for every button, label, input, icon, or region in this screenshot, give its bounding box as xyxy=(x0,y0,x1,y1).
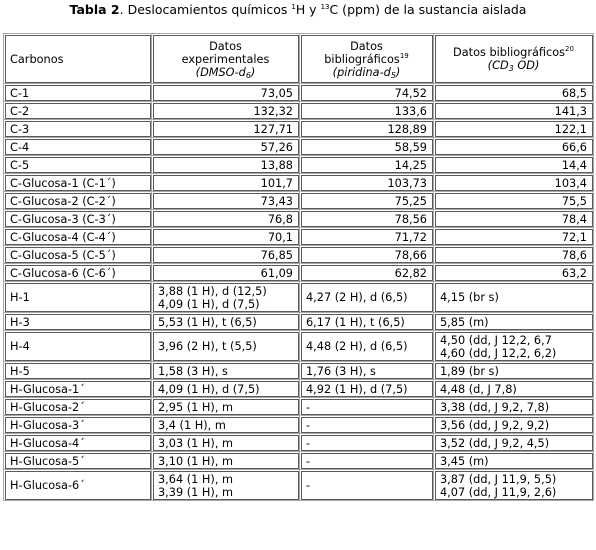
header-biblio-20-line1: Datos bibliográficos xyxy=(453,46,566,59)
header-experimental xyxy=(152,34,300,84)
signal-line: - xyxy=(306,400,311,414)
table-row xyxy=(4,416,594,434)
experimental-shift-cell: 101,7 xyxy=(152,174,300,192)
biblio-20-signal-cell xyxy=(434,380,594,398)
biblio-19-shift-cell: 75,25 xyxy=(300,192,434,210)
proton-label-cell: H-Glucosa-1´ xyxy=(4,380,152,398)
caption-sup-1: 1 xyxy=(291,3,296,11)
proton-label-cell: H-4 xyxy=(4,331,152,362)
header-biblio-20-ref: 20 xyxy=(565,45,574,53)
biblio-19-signal-cell xyxy=(300,416,434,434)
signal-line: 3,4 (1 H), m xyxy=(158,418,226,432)
biblio-19-shift-cell: 78,66 xyxy=(300,246,434,264)
header-biblio-20 xyxy=(434,34,594,84)
caption-text-c: C (ppm) de la sustancia aislada xyxy=(329,2,527,17)
table-row xyxy=(4,452,594,470)
proton-label-cell: H-Glucosa-4´ xyxy=(4,434,152,452)
biblio-20-signal-cell xyxy=(434,452,594,470)
biblio-20-signal-cell xyxy=(434,313,594,331)
experimental-shift-cell: 70,1 xyxy=(152,228,300,246)
carbon-label-cell: C-5 xyxy=(4,156,152,174)
experimental-signal-cell xyxy=(152,416,300,434)
experimental-shift-cell: 127,71 xyxy=(152,120,300,138)
solvent-dmso: DMSO-d xyxy=(200,65,246,79)
biblio-20-shift-cell: 103,4 xyxy=(434,174,594,192)
biblio-19-signal-cell xyxy=(300,362,434,380)
biblio-20-shift-cell: 68,5 xyxy=(434,84,594,102)
carbon-label-cell: C-4 xyxy=(4,138,152,156)
header-experimental-line2: experimentales xyxy=(181,52,270,66)
biblio-20-shift-cell: 72,1 xyxy=(434,228,594,246)
signal-line: 1,89 (br s) xyxy=(440,364,499,378)
table-row xyxy=(4,102,594,120)
signal-line: 3,45 (m) xyxy=(440,454,489,468)
header-biblio-20-solvent: ($CD_3$ OD) xyxy=(487,59,540,73)
carbon-label-cell: C-Glucosa-3 (C-3´) xyxy=(4,210,152,228)
proton-label-cell: H-Glucosa-2´ xyxy=(4,398,152,416)
table-row xyxy=(4,362,594,380)
signal-line: 5,53 (1 H), t (6,5) xyxy=(158,315,257,329)
experimental-shift-cell: 76,8 xyxy=(152,210,300,228)
signal-line: 3,03 (1 H), m xyxy=(158,436,234,450)
signal-line: 3,96 (2 H), t (5,5) xyxy=(158,340,257,353)
biblio-20-shift-cell: 78,4 xyxy=(434,210,594,228)
signal-line: 4,92 (1 H), d (7,5) xyxy=(306,382,408,396)
biblio-19-signal-cell xyxy=(300,380,434,398)
header-biblio-19-solvent: $(piridina-d_5)$ xyxy=(332,65,401,80)
carbon-label-cell: C-Glucosa-2 (C-2´) xyxy=(4,192,152,210)
solvent-cd3od-sub: 3 xyxy=(508,64,514,73)
biblio-19-shift-cell: 14,25 xyxy=(300,156,434,174)
proton-label-cell: H-5 xyxy=(4,362,152,380)
table-row xyxy=(4,120,594,138)
carbon-label-cell: C-Glucosa-5 (C-5´) xyxy=(4,246,152,264)
signal-line: 4,50 (dd, J 12,2, 6,7 xyxy=(440,333,552,347)
experimental-signal-cell xyxy=(152,398,300,416)
biblio-19-signal-cell xyxy=(300,470,434,501)
experimental-shift-cell: 13,88 xyxy=(152,156,300,174)
experimental-shift-cell: 132,32 xyxy=(152,102,300,120)
signal-line: 3,88 (1 H), d (12,5) xyxy=(158,284,267,298)
biblio-20-signal-cell xyxy=(434,434,594,452)
table-row xyxy=(4,138,594,156)
table-row xyxy=(4,210,594,228)
header-carbonos-label: Carbonos xyxy=(10,52,64,66)
header-row xyxy=(4,34,594,84)
biblio-19-signal-cell xyxy=(300,313,434,331)
header-biblio-19-line1: Datos xyxy=(350,39,383,53)
biblio-19-shift-cell: 103,73 xyxy=(300,174,434,192)
solvent-piridina: piridina-d xyxy=(337,65,391,79)
table-row xyxy=(4,156,594,174)
biblio-20-signal-cell xyxy=(434,416,594,434)
signal-line: 4,60 (dd, J 12,2, 6,2) xyxy=(440,346,557,360)
biblio-20-shift-cell: 63,2 xyxy=(434,264,594,282)
signal-line: - xyxy=(306,436,311,450)
signal-line: - xyxy=(306,418,311,432)
table-row xyxy=(4,380,594,398)
biblio-19-shift-cell: 128,89 xyxy=(300,120,434,138)
signal-line: - xyxy=(306,479,311,492)
biblio-19-shift-cell: 58,59 xyxy=(300,138,434,156)
table-row xyxy=(4,398,594,416)
biblio-20-signal-cell xyxy=(434,470,594,501)
solvent-cd3od-b: OD xyxy=(513,59,535,72)
biblio-20-shift-cell: 78,6 xyxy=(434,246,594,264)
biblio-19-shift-cell: 133,6 xyxy=(300,102,434,120)
proton-label-cell: H-Glucosa-6´ xyxy=(4,470,152,501)
biblio-19-shift-cell: 62,82 xyxy=(300,264,434,282)
carbon-label-cell: C-2 xyxy=(4,102,152,120)
table-row xyxy=(4,264,594,282)
signal-line: 2,95 (1 H), m xyxy=(158,400,234,414)
signal-line: 3,56 (dd, J 9,2, 9,2) xyxy=(440,418,550,432)
signal-line: 3,38 (dd, J 9,2, 7,8) xyxy=(440,400,550,414)
biblio-20-signal-cell xyxy=(434,398,594,416)
table-row xyxy=(4,331,594,362)
table-row xyxy=(4,228,594,246)
signal-line: 4,07 (dd, J 11,9, 2,6) xyxy=(440,485,557,499)
table-row xyxy=(4,434,594,452)
biblio-20-signal-cell xyxy=(434,331,594,362)
caption-label: Tabla 2 xyxy=(69,2,120,17)
table-caption xyxy=(0,2,596,18)
biblio-20-signal-cell xyxy=(434,362,594,380)
signal-line: 3,64 (1 H), m xyxy=(158,472,234,486)
table-row xyxy=(4,282,594,313)
signal-line: 3,87 (dd, J 11,9, 5,5) xyxy=(440,472,557,486)
table-row xyxy=(4,192,594,210)
signal-line: 4,09 (1 H), d (7,5) xyxy=(158,382,260,396)
signal-line: 1,58 (3 H), s xyxy=(158,364,228,378)
biblio-19-signal-cell xyxy=(300,398,434,416)
carbon-label-cell: C-Glucosa-1 (C-1´) xyxy=(4,174,152,192)
biblio-20-shift-cell: 141,3 xyxy=(434,102,594,120)
signal-line: 4,15 (br s) xyxy=(440,291,499,304)
header-biblio-19-ref: 19 xyxy=(399,51,409,60)
header-experimental-solvent: $(DMSO-d_6)$ xyxy=(195,65,256,80)
table-row xyxy=(4,174,594,192)
biblio-20-shift-cell: 14,4 xyxy=(434,156,594,174)
proton-label-cell: H-Glucosa-3´ xyxy=(4,416,152,434)
carbon-label-cell: C-1 xyxy=(4,84,152,102)
experimental-signal-cell xyxy=(152,362,300,380)
biblio-19-shift-cell: 71,72 xyxy=(300,228,434,246)
biblio-19-shift-cell: 74,52 xyxy=(300,84,434,102)
signal-line: - xyxy=(306,454,311,468)
signal-line: 3,10 (1 H), m xyxy=(158,454,234,468)
biblio-19-shift-cell: 78,56 xyxy=(300,210,434,228)
biblio-19-signal-cell xyxy=(300,452,434,470)
caption-text-b: H y xyxy=(295,2,321,17)
carbon-label-cell: C-Glucosa-6 (C-6´) xyxy=(4,264,152,282)
experimental-shift-cell: 73,43 xyxy=(152,192,300,210)
signal-line: 4,48 (2 H), d (6,5) xyxy=(306,340,408,353)
biblio-19-signal-cell xyxy=(300,282,434,313)
biblio-20-shift-cell: 66,6 xyxy=(434,138,594,156)
proton-label-cell: H-Glucosa-5´ xyxy=(4,452,152,470)
signal-line: 4,48 (d, J 7,8) xyxy=(440,382,517,396)
header-biblio-19-line2: bibliográficos xyxy=(324,52,400,66)
biblio-19-signal-cell xyxy=(300,331,434,362)
signal-line: 6,17 (1 H), t (6,5) xyxy=(306,315,405,329)
biblio-20-shift-cell: 75,5 xyxy=(434,192,594,210)
biblio-20-signal-cell xyxy=(434,282,594,313)
experimental-shift-cell: 76,85 xyxy=(152,246,300,264)
table-row xyxy=(4,470,594,501)
experimental-signal-cell xyxy=(152,434,300,452)
experimental-shift-cell: 73,05 xyxy=(152,84,300,102)
experimental-signal-cell xyxy=(152,313,300,331)
signal-line: 3,39 (1 H), m xyxy=(158,485,234,499)
header-carbonos xyxy=(4,34,152,84)
proton-label-cell: H-1 xyxy=(4,282,152,313)
proton-label-cell: H-3 xyxy=(4,313,152,331)
caption-text-a: . Deslocamientos químicos xyxy=(119,2,292,17)
table-row xyxy=(4,84,594,102)
biblio-20-shift-cell: 122,1 xyxy=(434,120,594,138)
solvent-cd3od-a: CD xyxy=(492,59,509,72)
experimental-signal-cell xyxy=(152,331,300,362)
shifts-table xyxy=(3,33,594,501)
caption-sup-2: 13 xyxy=(320,3,330,11)
carbon-label-cell: C-3 xyxy=(4,120,152,138)
experimental-signal-cell xyxy=(152,380,300,398)
header-biblio-19 xyxy=(300,34,434,84)
signal-line: 4,09 (1 H), d (7,5) xyxy=(158,297,260,311)
experimental-signal-cell xyxy=(152,452,300,470)
experimental-shift-cell: 61,09 xyxy=(152,264,300,282)
solvent-piridina-sub: 5 xyxy=(390,70,396,80)
signal-line: 4,27 (2 H), d (6,5) xyxy=(306,291,408,304)
carbon-label-cell: C-Glucosa-4 (C-4´) xyxy=(4,228,152,246)
signal-line: 3,52 (dd, J 9,2, 4,5) xyxy=(440,436,550,450)
table-row xyxy=(4,246,594,264)
experimental-shift-cell: 57,26 xyxy=(152,138,300,156)
biblio-19-signal-cell xyxy=(300,434,434,452)
experimental-signal-cell xyxy=(152,282,300,313)
signal-line: 5,85 (m) xyxy=(440,315,489,329)
table-row xyxy=(4,313,594,331)
experimental-signal-cell xyxy=(152,470,300,501)
header-experimental-line1: Datos xyxy=(209,39,242,53)
solvent-dmso-sub: 6 xyxy=(245,70,251,80)
signal-line: 1,76 (3 H), s xyxy=(306,364,376,378)
